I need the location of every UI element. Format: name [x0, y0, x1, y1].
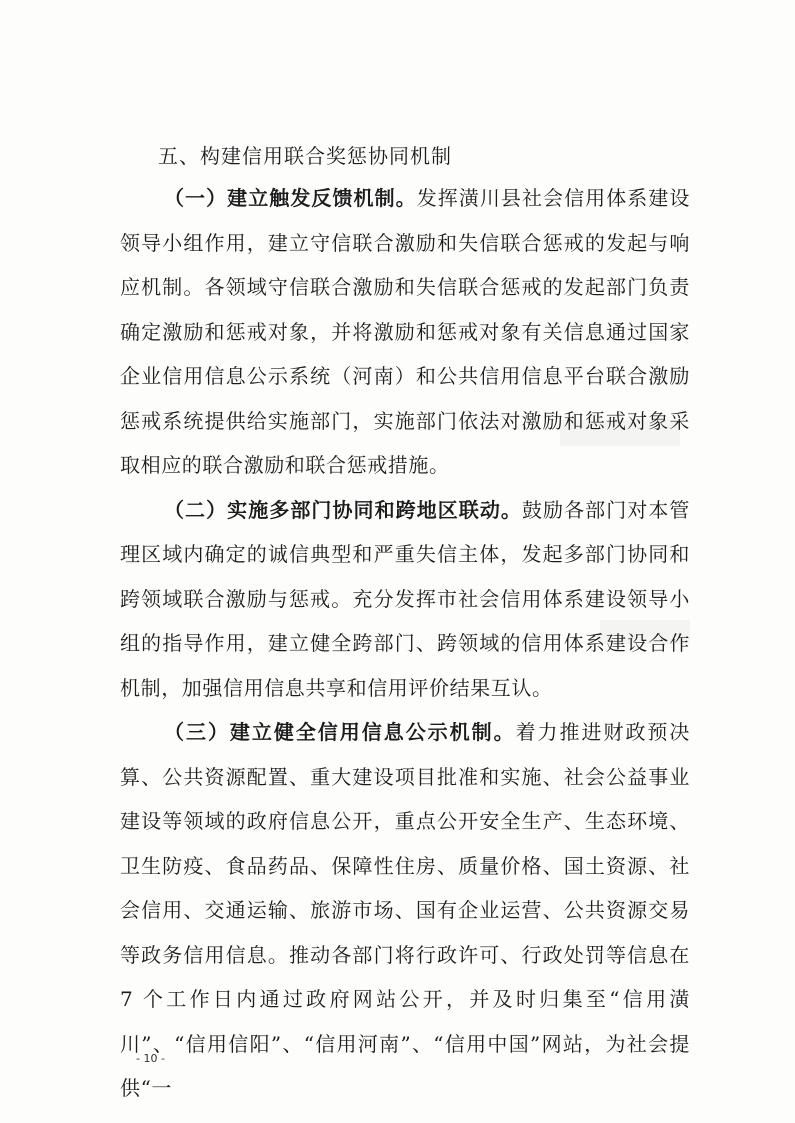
paragraph-3 [120, 710, 690, 1111]
paragraph-2-lead: （二）实施多部门协同和跨地区联动。 [164, 497, 522, 522]
paragraph-1-lead: （一）建立触发反馈机制。 [164, 186, 417, 210]
paragraph-1-text: 发挥潢川县社会信用体系建设领导小组作用，建立守信联合激励和失信联合惩戒的发起与响应机制。各领域守信联合激励和失信联合惩戒的发起部门负责确定激励和惩戒对象，并将激励和惩戒对象有关信息通过国家企业信用信息公示系统（河南）和公共信用信息平台联合激励惩戒系统提供给实施部门，实施部门依法对激励和惩戒对象采取相应的联合激励和联合惩戒措施。 [120, 186, 690, 477]
paragraph-2-text: 鼓励各部门对本管理区域内确定的诚信典型和严重失信主体，发起多部门协同和跨领域联合激励与惩戒。充分发挥市社会信用体系建设领导小组的指导作用，建立健全跨部门、跨领域的信用体系建设合作机制，加强信用信息共享和信用评价结果互认。 [120, 497, 690, 700]
paragraph-2 [120, 488, 690, 711]
paragraph-3-text: 着力推进财政预决算、公共资源配置、重大建设项目批准和实施、社会公益事业建设等领域的政府信息公开，重点公开安全生产、生态环境、卫生防疫、食品药品、保障性住房、质量价格、国土资源、社会信用、交通运输、旅游市场、国有企业运营、公共资源交易等政务信用信息。推动各部门将行政许可、行政处罚等信息在 7 个工作日内通过政府网站公开，并及时归集至“信用潢川”、“信用信阳”、“信用河南”、“信用中国”网站，为社会提供“一 [120, 720, 690, 1100]
paragraph-3-lead: （三）建立健全信用信息公示机制。 [164, 720, 516, 744]
page-number: - 10 - [136, 1052, 165, 1065]
paragraph-1 [120, 176, 690, 488]
document-body [120, 140, 690, 1111]
section-heading: 五、构建信用联合奖惩协同机制 [158, 144, 452, 168]
